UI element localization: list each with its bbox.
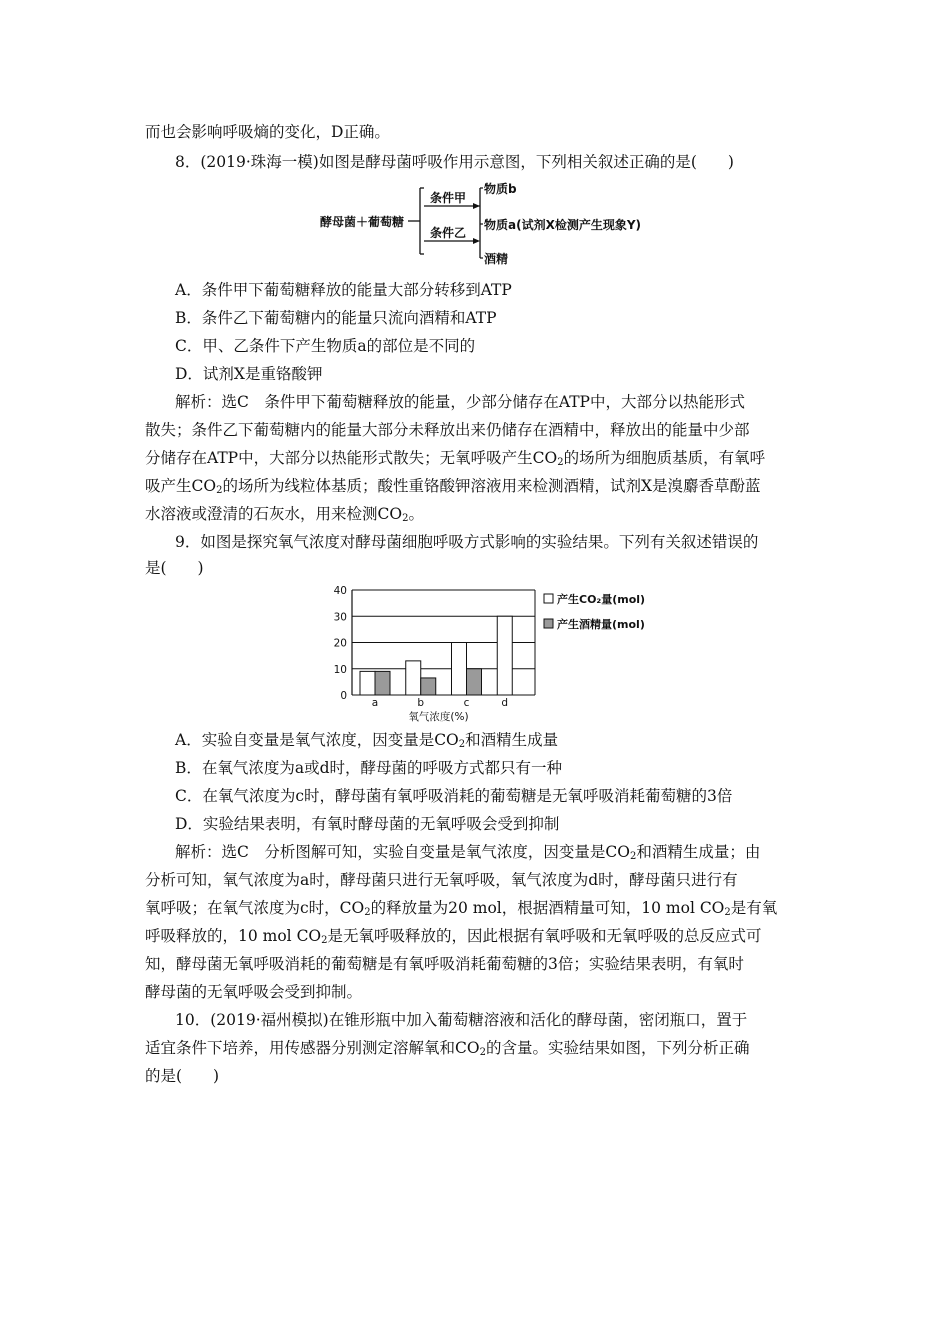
option-8b: B．条件乙下葡萄糖内的能量只流向酒精和ATP	[175, 309, 497, 327]
explanation-8: 解析：选C 条件甲下葡萄糖释放的能量，少部分储存在ATP中，大部分以热能形式	[175, 393, 745, 411]
option-9a: A．实验自变量是氧气浓度，因变量是$CO_2$和酒精生成量	[175, 731, 559, 750]
explanation-9: 知，酵母菌无氧呼吸消耗的葡萄糖是有氧呼吸消耗葡萄糖的3倍；实验结果表明，有氧时	[145, 955, 744, 973]
y-tick-label: 40	[333, 585, 347, 597]
respiration-diagram	[320, 178, 660, 270]
x-tick-label: b	[417, 697, 425, 709]
explanation-9: 分析可知，氧气浓度为a时，酵母菌只进行无氧呼吸，氧气浓度为d时，酵母菌只进行有	[145, 871, 738, 889]
question-10: 的是( )	[145, 1067, 220, 1085]
explanation-9: 酵母菌的无氧呼吸会受到抑制。	[145, 983, 363, 1001]
output-alcohol-label: 酒精	[484, 252, 509, 266]
question-10: 10．(2019·福州模拟)在锥形瓶中加入葡萄糖溶液和活化的酵母菌，密闭瓶口，置于	[175, 1011, 748, 1029]
question-9: 9．如图是探究氧气浓度对酵母菌细胞呼吸方式影响的实验结果。下列有关叙述错误的	[175, 533, 759, 551]
x-axis-label: 氧气浓度(%)	[408, 711, 469, 722]
diagram-input-label: 酵母菌＋葡萄糖	[320, 215, 405, 229]
output-b-label: 物质b	[484, 182, 517, 196]
question-8: 8．(2019·珠海一模)如图是酵母菌呼吸作用示意图，下列相关叙述正确的是( )	[175, 153, 734, 171]
text-line: 而也会影响呼吸熵的变化，D正确。	[145, 123, 390, 141]
explanation-9: 解析：选C 分析图解可知，实验自变量是氧气浓度，因变量是$CO_2$和酒精生成量；由	[175, 843, 761, 862]
explanation-9: 氧呼吸；在氧气浓度为c时，$CO_2$的释放量为20 mol，根据酒精量可知，10 mol $CO_2$是有氧	[145, 899, 778, 918]
legend-label: 产生酒精量(mol)	[557, 618, 645, 631]
legend-swatch	[544, 619, 553, 628]
option-9c: C．在氧气浓度为c时，酵母菌有氧呼吸消耗的葡萄糖是无氧呼吸消耗葡萄糖的3倍	[175, 787, 733, 805]
option-8c: C．甲、乙条件下产生物质a的部位是不同的	[175, 337, 476, 355]
legend-label: 产生CO₂量(mol)	[557, 593, 646, 606]
x-tick-label: d	[501, 697, 509, 709]
option-9d: D．实验结果表明，有氧时酵母菌的无氧呼吸会受到抑制	[175, 815, 560, 833]
option-8d: D．试剂X是重铬酸钾	[175, 365, 323, 383]
oxygen-bar-chart	[320, 582, 680, 722]
condition-b-label: 条件乙	[430, 226, 467, 240]
bar	[421, 678, 436, 695]
y-tick-label: 0	[340, 690, 347, 702]
output-a-label: 物质a(试剂X检测产生现象Y)	[484, 218, 642, 232]
explanation-8: 吸产生$CO_2$的场所为线粒体基质；酸性重铬酸钾溶液用来检测酒精，试剂X是溴麝香草酚蓝	[145, 477, 761, 496]
x-tick-label: a	[371, 697, 379, 709]
condition-a-label: 条件甲	[430, 191, 467, 205]
chart-svg	[320, 582, 680, 722]
explanation-8: 散失；条件乙下葡萄糖内的能量大部分未释放出来仍储存在酒精中，释放出的能量中少部	[145, 421, 750, 439]
option-9b: B．在氧气浓度为a或d时，酵母菌的呼吸方式都只有一种	[175, 759, 563, 777]
y-tick-label: 20	[333, 637, 347, 650]
explanation-8: 分储存在ATP中，大部分以热能形式散失；无氧呼吸产生$CO_2$的场所为细胞质基质，有氧呼	[145, 449, 766, 468]
option-8a: A．条件甲下葡萄糖释放的能量大部分转移到ATP	[175, 281, 512, 299]
question-10: 适宜条件下培养，用传感器分别测定溶解氧和$CO_2$的含量。实验结果如图，下列分析正确	[145, 1039, 750, 1058]
bar	[467, 669, 482, 695]
bar	[360, 671, 375, 695]
legend-swatch	[544, 594, 553, 603]
bar	[406, 661, 421, 695]
question-9: 是( )	[145, 559, 204, 577]
explanation-8: 水溶液或澄清的石灰水，用来检测$CO_2$。	[145, 505, 424, 524]
explanation-9: 呼吸释放的，10 mol $CO_2$是无氧呼吸释放的，因此根据有氧呼吸和无氧呼吸的总反应式可	[145, 927, 762, 946]
x-tick-label: c	[463, 697, 470, 709]
bar	[375, 671, 390, 695]
y-tick-label: 30	[333, 611, 347, 624]
y-tick-label: 10	[333, 663, 347, 676]
bar	[497, 616, 512, 695]
bar	[452, 643, 467, 696]
